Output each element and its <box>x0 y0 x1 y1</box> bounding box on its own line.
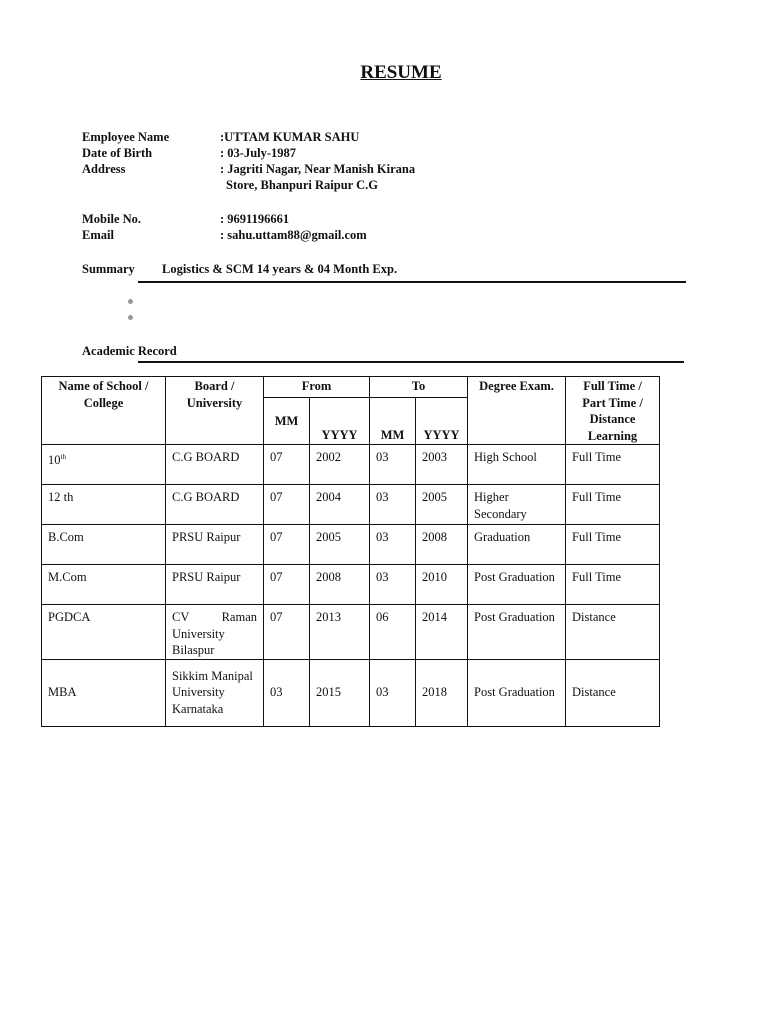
info-label: Date of Birth <box>82 146 153 160</box>
info-label: Mobile No. <box>82 212 142 226</box>
info-value: : 9691196661 <box>220 212 290 226</box>
resume-title: RESUME <box>360 62 442 83</box>
cell-from-mm: 07 <box>264 565 310 605</box>
cell-mode: Distance <box>566 659 660 726</box>
cell-school <box>42 445 166 485</box>
info-value: : sahu.uttam88@gmail.com <box>220 228 367 242</box>
cell-to-yyyy: 2005 <box>416 485 468 525</box>
cell-from-yyyy: 2002 <box>310 445 370 485</box>
cell-degree: Post Graduation <box>468 605 566 660</box>
cell-from-mm: 07 <box>264 485 310 525</box>
summary-divider <box>138 281 686 283</box>
cell-school-sup: th <box>60 453 66 461</box>
header-to-yyyy: YYYY <box>416 397 468 444</box>
cell-mode: Full Time <box>566 485 660 525</box>
table-row <box>42 659 660 726</box>
header-board: Board / University <box>166 377 264 445</box>
cell-degree: Higher Secondary <box>468 485 566 525</box>
cell-to-yyyy: 2010 <box>416 565 468 605</box>
info-label: Address <box>82 162 126 176</box>
cell-from-mm: 07 <box>264 525 310 565</box>
header-from-yyyy: YYYY <box>310 397 370 444</box>
cell-mode: Distance <box>566 605 660 660</box>
cell-from-mm: 07 <box>264 605 310 660</box>
cell-to-mm: 03 <box>370 565 416 605</box>
cell-school: M.Com <box>42 565 166 605</box>
table-row <box>42 565 660 605</box>
table-row <box>42 485 660 525</box>
cell-school-text: 10 <box>48 453 61 468</box>
header-from-mm: MM <box>264 397 310 444</box>
info-label: Employee Name <box>82 130 170 144</box>
cell-board: CV Raman University Bilaspur <box>166 605 264 660</box>
cell-school: 12 th <box>42 485 166 525</box>
cell-school: MBA <box>42 659 166 726</box>
info-value: :UTTAM KUMAR SAHU <box>220 130 360 144</box>
cell-from-yyyy: 2008 <box>310 565 370 605</box>
header-from: From <box>264 377 370 398</box>
header-to-mm: MM <box>370 397 416 444</box>
bullet-icon <box>128 315 133 320</box>
info-value: Store, Bhanpuri Raipur C.G <box>226 178 379 192</box>
header-degree: Degree Exam. <box>468 377 566 445</box>
cell-board: PRSU Raipur <box>166 565 264 605</box>
info-value: : Jagriti Nagar, Near Manish Kirana <box>220 162 416 176</box>
cell-to-yyyy: 2018 <box>416 659 468 726</box>
cell-to-mm: 03 <box>370 525 416 565</box>
cell-to-yyyy: 2003 <box>416 445 468 485</box>
academic-table <box>41 376 660 727</box>
cell-board: C.G BOARD <box>166 485 264 525</box>
table-row <box>42 525 660 565</box>
table-row <box>42 605 660 660</box>
academic-divider <box>138 361 684 363</box>
cell-degree: Post Graduation <box>468 565 566 605</box>
cell-mode: Full Time <box>566 565 660 605</box>
cell-board: C.G BOARD <box>166 445 264 485</box>
cell-to-mm: 03 <box>370 659 416 726</box>
cell-from-yyyy: 2004 <box>310 485 370 525</box>
info-value: : 03-July-1987 <box>220 146 297 160</box>
cell-school: PGDCA <box>42 605 166 660</box>
cell-board: Sikkim Manipal University Karnataka <box>166 659 264 726</box>
cell-from-yyyy: 2005 <box>310 525 370 565</box>
cell-board: PRSU Raipur <box>166 525 264 565</box>
cell-to-mm: 03 <box>370 445 416 485</box>
cell-mode: Full Time <box>566 525 660 565</box>
table-row <box>42 445 660 485</box>
academic-label: Academic Record <box>82 344 177 358</box>
cell-to-yyyy: 2014 <box>416 605 468 660</box>
cell-from-mm: 07 <box>264 445 310 485</box>
cell-mode: Full Time <box>566 445 660 485</box>
header-school: Name of School / College <box>42 377 166 445</box>
cell-from-yyyy: 2015 <box>310 659 370 726</box>
header-mode: Full Time / Part Time / Distance Learning <box>566 377 660 445</box>
cell-degree: Post Graduation <box>468 659 566 726</box>
info-label: Email <box>82 228 114 242</box>
summary-value: Logistics & SCM 14 years & 04 Month Exp. <box>162 262 398 276</box>
cell-from-yyyy: 2013 <box>310 605 370 660</box>
cell-to-yyyy: 2008 <box>416 525 468 565</box>
summary-label: Summary <box>82 262 135 276</box>
cell-degree: High School <box>468 445 566 485</box>
cell-to-mm: 06 <box>370 605 416 660</box>
cell-from-mm: 03 <box>264 659 310 726</box>
header-to: To <box>370 377 468 398</box>
table-header-row <box>42 377 660 398</box>
bullet-icon <box>128 299 133 304</box>
cell-to-mm: 03 <box>370 485 416 525</box>
cell-degree: Graduation <box>468 525 566 565</box>
cell-school: B.Com <box>42 525 166 565</box>
